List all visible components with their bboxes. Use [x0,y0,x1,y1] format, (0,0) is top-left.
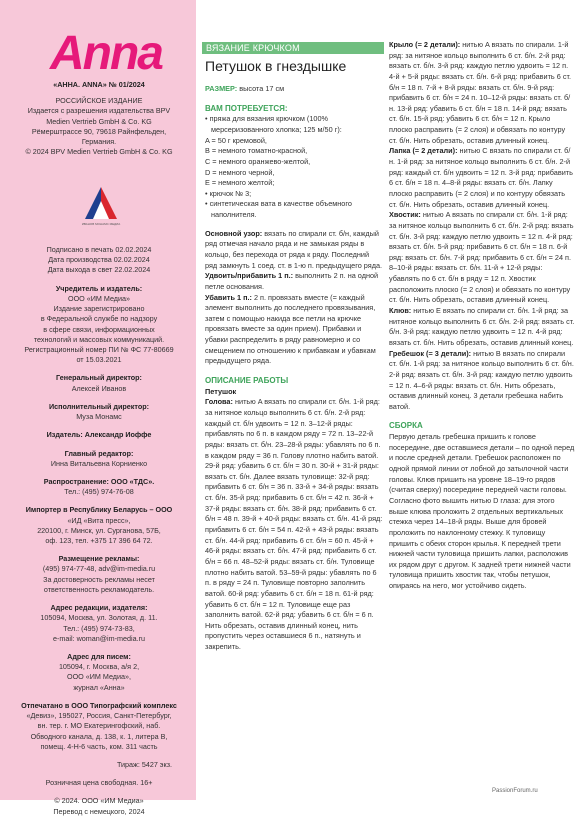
date-line: Дата выхода в свет 22.02.2024 [47,265,151,275]
category-banner: ВЯЗАНИЕ КРЮЧКОМ [202,42,384,54]
head-text: нитью A вязать по спирали ст. б/н. 1-й ряд: за нитяное кольцо выполнить 6 ст. б/н. 2-й ряд: каждый ст. б/н удвоить = 12 п. 3–12-й ряды: прибавлять по 6 п. в каждом ряду = 72 п. 13–22-й ряды: вязать ст. б/н. 23–28-й ряды: убавлять по 6 п. в каждом ряду = 36 п. Голову плотно набить ватой. 29-й ряд: убавить 6 ст. б/н = 30 п. 30-й + 31-й ряды: вязать ст. б/н. Далее вязать туловище: 32-й ряд: прибавить 6 ст. б/н = 36 п. 33-й + 34-й ряды: вязать ст. б/н. 35-й ряд: прибавить 6 ст. б/н = 42 п. 36-й + 37-й ряды: вязать ст. б/н. 38-й ряд: прибавить 6 ст. б/н = 48 п. 39-й + 40-й ряды: вязать ст. б/н. 41-й ряд: прибавить 6 ст. б/н = 54 п. 42-й + 43-й ряды: вязать ст. б/н. 44-й ряд: прибавить 6 ст. б/н = 60 п. 45-й + 46-й ряды: вязать ст. б/н. 47-й ряд: прибавить 6 ст. б/н = 66 п. 48–52-й ряды: вязать ст. б/н. Туловище плотно набить ватой. 53–59-й ряды: убавлять по 6 п. в ряду = 24 п. Туловище повторно заполнить ватой. 60-й ряд: убавить 6 ст. б/н = 18 п. 61-й ряд: убавить 6 ст. б/н = 12 п. Туловище еще раз заполнить ватой. 62-й ряд: убавить 6 ст. б/н = 6 п. Нить обрезать, оставив длинный конец, нить пропустить через оставшиеся 6 п., натянуть и закрепить. [205,397,383,652]
address-title: Адрес редакции, издателя: [50,603,148,613]
founder-title: Учредитель и издатель: [55,283,143,293]
material-item: E = немного желтой; [205,178,275,188]
basic-pattern-text: вязать по спирали ст. б/н, каждый ряд отмечая начало ряда и не замыкая ряды в кольцо, без перехода от ряда к ряду. Последний ряд замкнуть 1 соед. ст. в 1-ю п. предыдущего ряда. [205,228,383,270]
printer-title: Отпечатано в ООО Типографский комплекс [21,700,177,710]
gd-title: Генеральный директор: [56,373,142,383]
materials-heading: ВАМ ПОТРЕБУЕТСЯ: [205,103,288,113]
letters-line: ООО «ИМ Медиа», [66,672,132,682]
printer-line: помещ. 4-Н-6 часть, ком. 311 часть [40,741,158,751]
size-value: высота 17 см [239,84,285,93]
ads-title: Размещение рекламы: [58,554,140,564]
address-line: 105094, Москва, ул. Золотая, д. 11. [40,613,158,623]
circulation: Тираж: 5427 экз. [116,759,172,769]
head-label: Голова: [205,397,233,407]
wing-label: Крыло (= 2 детали): [389,40,461,49]
letters-line: 105094, г. Москва, а/я 2, [58,662,140,672]
basic-pattern-label: Основной узор: [205,228,263,238]
printer-line: Обводного канала, д. 138, к. 1, литера В, [30,731,168,741]
material-item: C = немного оранжево-желтой, [205,156,311,166]
printer-line: «Девиз», 195027, Россия, Санкт-Петербург, [26,711,172,721]
assembly-text: Первую деталь гребешка пришить к голове посередине, две оставшиеся детали – по одной перед и после средней детали. Гребешок расположен по одной прямой линии от лобной до затылочной части головы. Клюв пришить на уровне 18–19-го рядов (считая сверху) посередине передней части головы. Согласно фото вышить нитью D глаза: для этого выше клюва проложить 2 отдельных вертикальных стежка через 14–18-й ряды. Выше для бровей проложить по наклонному стежку. К туловищу пришить с обеих сторон крылья. К передней трети нижней части туловища пришить лапки, расположив их рядом друг с другом. К задней трети нижней части туловища пришить хвостик так, чтобы петушок, опираясь на него, мог устойчиво сидеть. [389,432,575,591]
comb-label: Гребешок (= 3 детали): [389,348,472,358]
founder-line: ООО «ИМ Медиа» [67,293,131,303]
address-line: Тел.: (495) 974-73-83, [63,623,135,633]
copyright-line: © 2024. ООО «ИМ Медиа» [54,796,144,806]
ads-line: ответственность рекламодатель. [43,584,155,594]
ads-line: За достоверность рекламы несет [43,574,155,584]
edition-line: Рёмерштрассе 90, 79618 Райнфельден, [31,126,167,136]
founder-line: Издание зарегистрировано [53,304,145,314]
importer-line: 220100, г. Минск, ул. Сурганова, 57Б, [37,525,161,535]
imprint-dates [6,245,192,817]
publisher-logo-icon [83,185,119,221]
material-item: • пряжа для вязания крючком (100% мерсеризованного хлопка; 125 м/50 г): [205,114,342,134]
importer-line: «ИД «Вита пресс», [67,515,131,525]
comb-text: нитью B вязать по спирали ст. б/н. 1-й ряд: за нитяное кольцо выполнить 6 ст. б/н. 2-й ряд: вязать ст. б/н. 3-й ряд: каждую петлю удвоить = 12 п. 4–6-й ряды: вязать ст. б/н. Нить обрезать, оставив длинный конец. 3 детали гребешка набить ватой. [389,348,574,411]
paw-text: нитью C вязать по спирали ст. б/н. 1-й ряд: за нитяное кольцо выполнить 6 ст. б/н. 2-й ряд: каждый ст. б/н удвоить = 12 п. 3-й ряд: прибавить 6 ст. б/н = 18 п. 4–8-й ряды: вязать ст. б/н. Лапку плоско расправить (= 2 слоя) и по контуру обвязать ст. б/н. Нить обрезать, оставив длинный конец. [389,146,573,209]
tail-text: нитью A вязать по спирали ст. б/н. 1-й ряд: за нитяное кольцо выполнить 6 ст. б/н. 2-й ряд: вязать ст. б/н. 3-й ряд: каждую петлю удвоить = 12 п. 4-й ряд: вязать ст. б/н. 5-й ряд: прибавить 6 ст. б/н = 18 п. 6-й ряд: вязать ст. б/н. 7-й ряд: прибавить 6 ст. б/н = 24 п. 8–10-й ряды: вязать ст. б/н. 11-й + 12-й ряды: убавлять по 6 ст. б/н в ряду = 12 п. Хвостик расположить плоско (= 2 слоя) и обвязать по контуру ст. б/н. Нить обрезать, оставив длинный конец. [389,210,574,305]
ads-line: (495) 974-77-48, adv@im-media.ru [42,564,156,574]
date-line: Дата производства 02.02.2024 [48,255,150,265]
gd-name: Алексей Иванов [71,383,127,393]
article-column-right [389,40,575,592]
issue-number: «АННА. ANNA» № 01/2024 [53,80,145,89]
tail-label: Хвостик: [389,210,421,220]
ed-title: Исполнительный директор: [48,401,149,411]
work-heading: ОПИСАНИЕ РАБОТЫ [205,376,289,386]
beak-label: Клюв: [389,306,412,316]
edition-line: Германия. [81,137,117,147]
chief-title: Главный редактор: [64,448,134,458]
address-line: e-mail: woman@im-media.ru [53,633,145,643]
publisher-line: Издатель: Александр Иоффе [46,430,152,440]
price-note: Розничная цена свободная. 16+ [45,778,153,788]
article-title: Петушок в гнездышке [205,58,347,74]
material-item: D = немного черной, [205,167,275,177]
founder-line: в Федеральной службе по надзору [40,314,158,324]
importer-title: Импортер в Республику Беларусь – ООО [25,505,173,515]
edition-line: Medien Vertrieb GmbH & Co. KG [46,116,152,126]
letters-line: журнал «Анна» [73,682,125,692]
edition-line: РОССИЙСКОЕ ИЗДАНИЕ [55,96,143,106]
date-line: Подписано в печать 02.02.2024 [46,245,152,254]
work-subheading: Петушок [205,386,237,396]
founder-line: в сфере связи, информационных [43,324,155,334]
wing-text: нитью A вязать по спирали. 1-й ряд: за нитяное кольцо выполнить 6 ст. б/н. 2-й ряд: вязать ст. б/н. 3-й ряд: каждую петлю удвоить = 12 п. 4-й + 5-й ряды: вязать ст. б/н. 6-й ряд: прибавить 6 ст. б/н = 18 п. 7-й + 8-й ряды: вязать ст. б/н. 9-й ряд: прибавить 6 ст. б/н = 24 п. 10–12-й ряды: вязать ст. б/н. 13-й ряд: убавить 6 ст. б/н = 18 п. 14-й ряд: вязать ст. б/н. 15-й ряд: убавить 6 ст. б/н = 12 п. Крыло плоско расправить (= 2 слоя) и обвязать по контуру ст. б/н. Нить обрезать, оставив длинный конец. [389,40,572,145]
material-item: B = немного томатно-красной, [205,146,308,156]
size-label: РАЗМЕР: [205,84,238,93]
distribution-phone: Тел.: (495) 974-76-08 [64,487,134,497]
increase-label: Удвоить/прибавить 1 п.: [205,271,294,281]
printer-line: вн. тер. г. МО Екатерингофский, наб. [37,721,161,731]
publisher-logo-text: ИВАНОВ МОНАМС МЕДИА [81,222,121,226]
material-item: A = 50 г кремовой, [205,135,267,145]
founder-line: технологий и массовых коммуникаций. [33,334,165,344]
founder-line: Регистрационный номер ПИ № ФС 77-80669 [24,344,174,354]
article-column-left [205,84,383,653]
material-item: • синтетическая вата в качестве объемного наполнителя. [205,199,352,220]
assembly-heading: СБОРКА [389,421,423,431]
beak-text: нитью E вязать по спирали ст. б/н. 1-й ряд: за нитяное кольцо выполнить 6 ст. б/н. 2-й ряд: вязать ст. б/н. 3-й ряд: каждую петлю удвоить = 12 п. 4-й ряд: вязать ст. б/н. Нить обрезать, оставив длинный конец. [389,306,575,347]
distribution-title: Распространение: ООО «ТДС». [43,476,155,486]
magazine-logo: Anna [50,27,162,80]
imprint-edition [6,80,192,158]
importer-line: оф. 123, тел. +375 17 396 64 72. [45,536,153,546]
chief-name: Инна Витальевна Корниенко [50,458,148,468]
decrease-text: 2 п. провязать вместе (= каждый элемент выполнить до последнего провязывания, затем с помощью накида все петли на крючке провязать вместе за один прием). Прибавки и убавки распределить в ряду равномерно и со смещением по отношению к прибавкам и убавкам предыдущего ряда. [205,292,376,366]
material-item: • крючок № 3; [205,188,252,198]
edition-line: Издается с разрешения издательства BPV [27,106,171,116]
letters-title: Адрес для писем: [67,652,131,661]
watermark: PassionForum.ru [492,788,538,794]
imprint-column [0,0,196,816]
ed-name: Муза Монамс [76,412,122,422]
decrease-label: Убавить 1 п.: [205,292,252,302]
increase-text: выполнить 2 п. на одной петле основания. [205,271,379,291]
founder-line: от 15.03.2021 [76,355,122,365]
edition-line: © 2024 BPV Medien Vertrieb GmbH & Co. KG [25,147,173,157]
paw-label: Лапка (= 2 детали): [389,146,458,156]
copyright-line: Перевод с немецкого, 2024 [53,806,145,816]
